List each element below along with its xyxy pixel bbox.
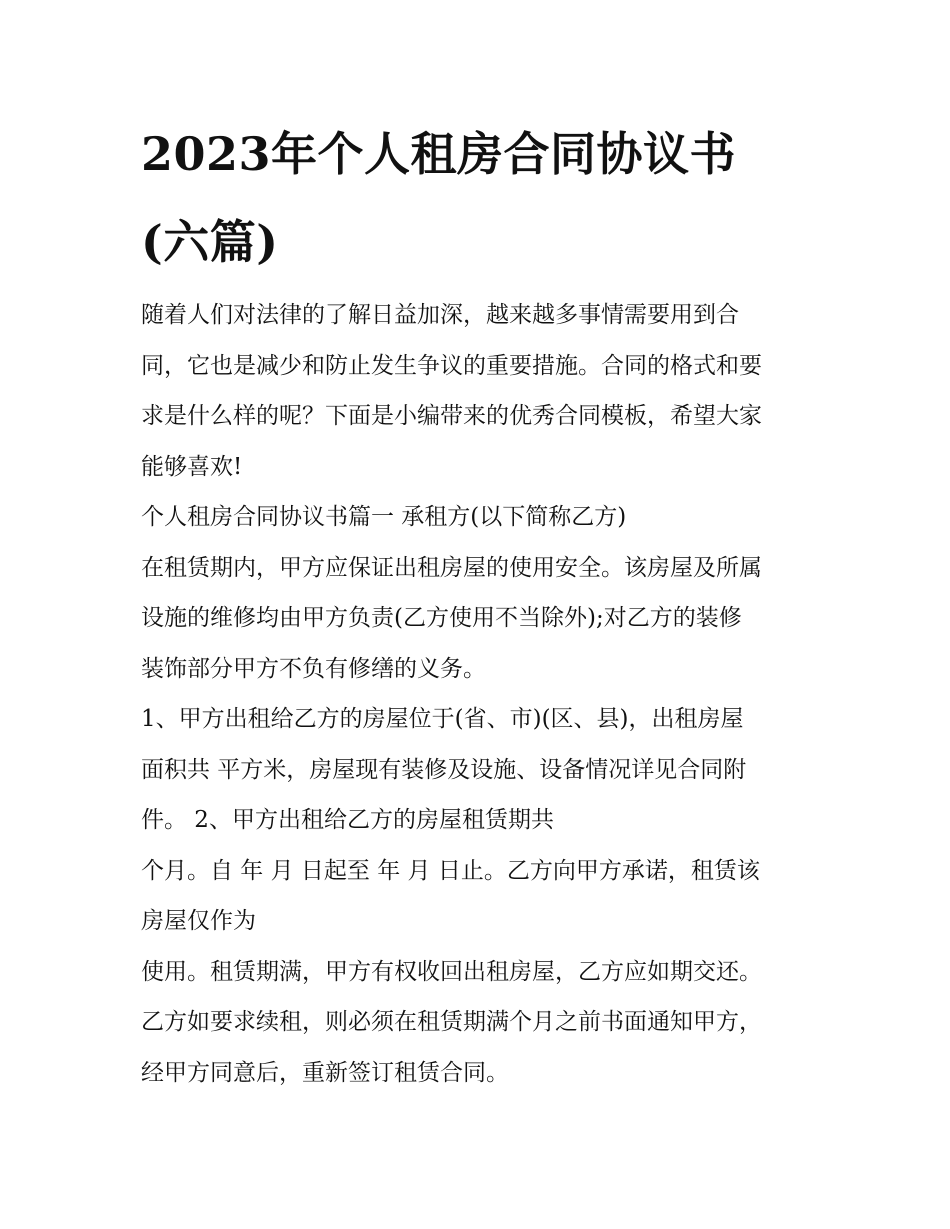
body-line: 能够喜欢! (141, 453, 243, 480)
body-line: 求是什么样的呢？下面是小编带来的优秀合同模板，希望大家 (141, 403, 762, 429)
document-page (141, 110, 821, 1098)
document-title (141, 110, 821, 286)
body-line: 面积共 平方米，房屋现有装修及设施、设备情况详见合同附 (141, 756, 747, 783)
title-line: 2023年个人租房合同协议书 (141, 127, 737, 181)
body-line: 设施的维修均由甲方负责(乙方使用不当除外);对乙方的装修 (141, 605, 742, 631)
body-line: 个人租房合同协议书篇一 承租方(以下简称乙方) (141, 504, 627, 530)
body-line: 随着人们对法律的了解日益加深，越来越多事情需要用到合 (141, 302, 739, 328)
body-line: 1、甲方出租给乙方的房屋位于(省、市)(区、县)，出租房屋 (141, 706, 744, 732)
body-line: 件。 2、甲方出租给乙方的房屋租赁期共 (141, 807, 554, 833)
body-line: 同，它也是减少和防止发生争议的重要措施。合同的格式和要 (141, 352, 762, 379)
title-line: (六篇) (141, 215, 279, 269)
body-line: 经甲方同意后，重新签订租赁合同。 (141, 1059, 509, 1086)
body-line: 乙方如要求续租，则必须在租赁期满个月之前书面通知甲方， (141, 1009, 762, 1035)
document-body (141, 290, 821, 1098)
body-line: 个月。自 年 月 日起至 年 月 日止。乙方向甲方承诺，租赁该 (141, 857, 760, 884)
body-line: 房屋仅作为 (141, 908, 256, 934)
body-line: 装饰部分甲方不负有修缮的义务。 (141, 655, 486, 682)
body-line: 使用。租赁期满，甲方有权收回出租房屋，乙方应如期交还。 (141, 958, 762, 985)
body-line: 在租赁期内，甲方应保证出租房屋的使用安全。该房屋及所属 (141, 554, 762, 581)
